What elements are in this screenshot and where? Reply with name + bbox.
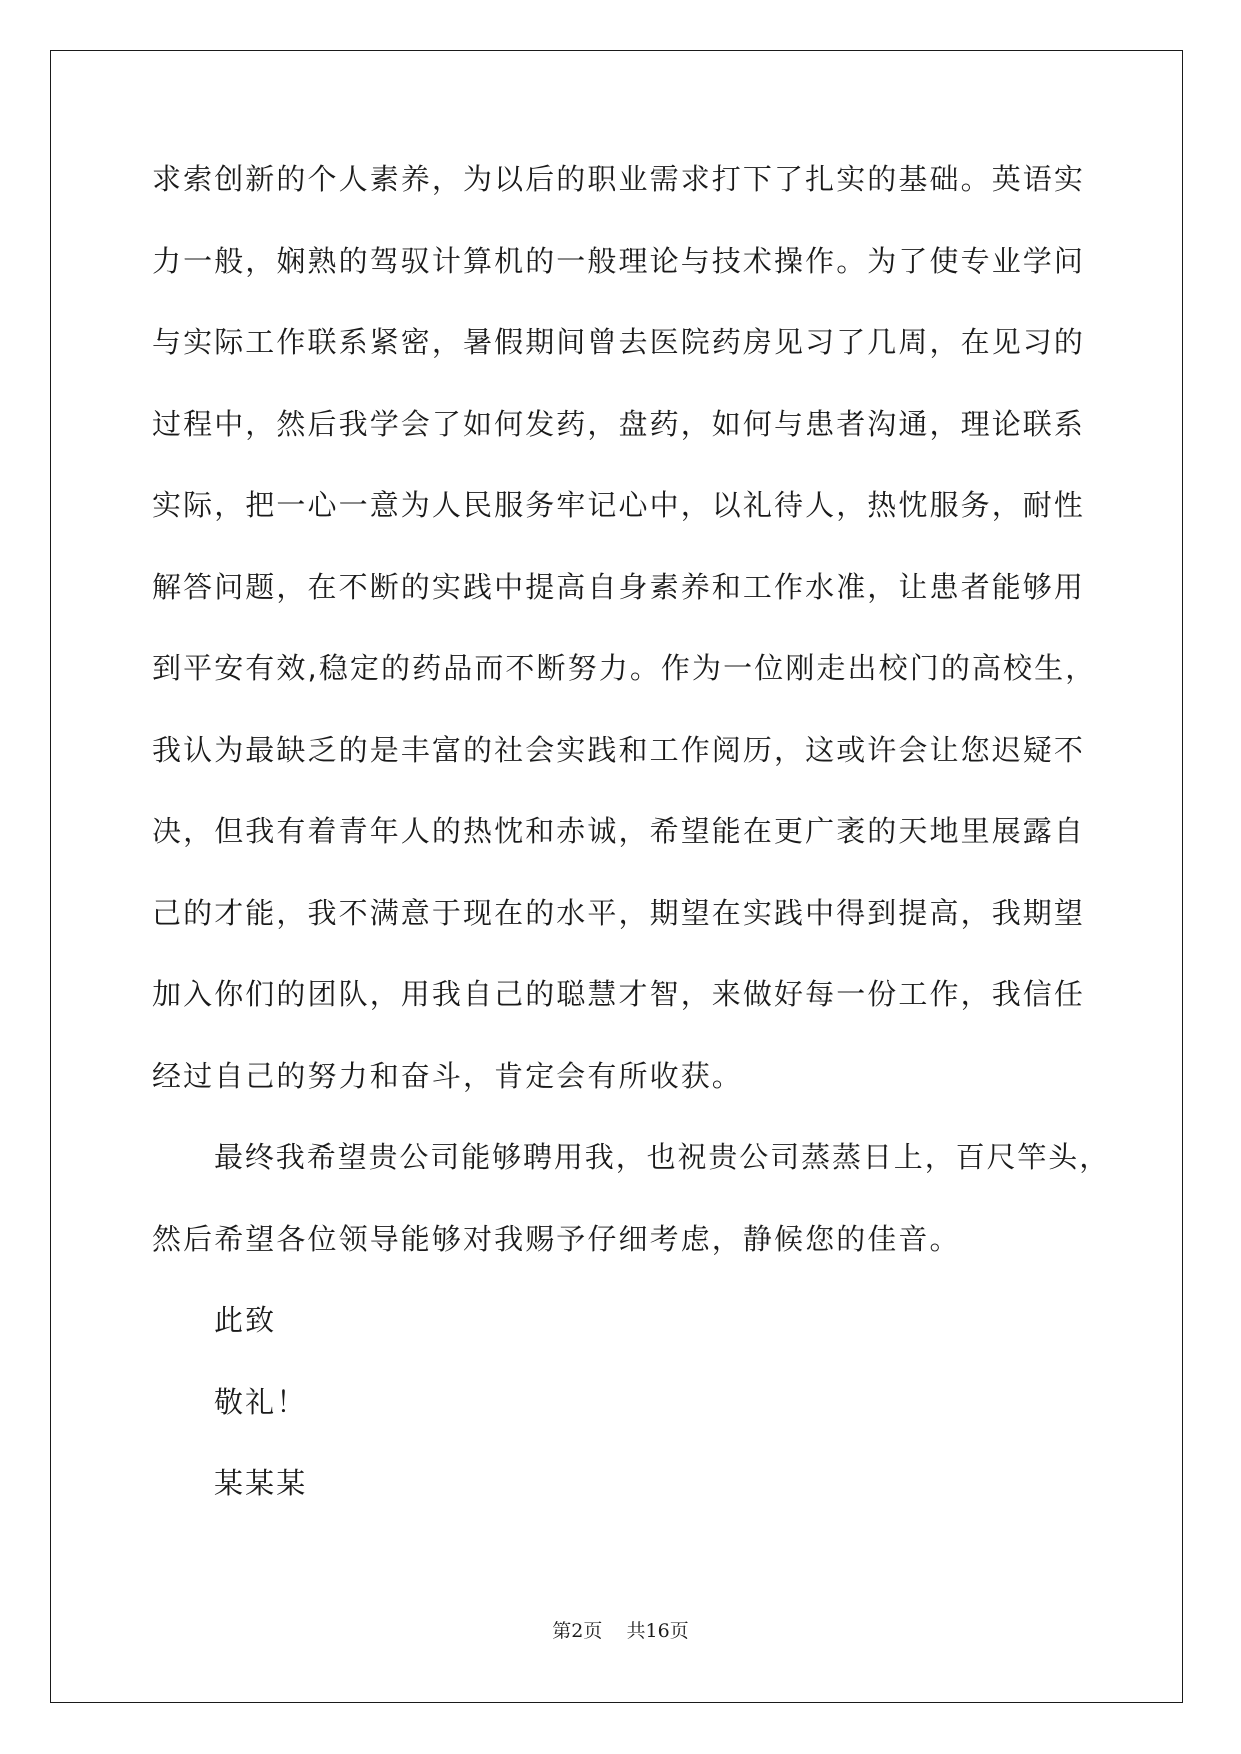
page-total: 共16页 — [626, 1620, 689, 1642]
closing-paragraph-line: 然后希望各位领导能够对我赐予仔细考虑，静候您的佳音。 — [152, 1221, 961, 1256]
signature-line: 某某某 — [214, 1466, 308, 1500]
salutation-line: 此致 — [214, 1303, 277, 1337]
body-line: 我认为最缺乏的是丰富的社会实践和工作阅历，这或许会让您迟疑不 — [152, 732, 1086, 767]
body-line: 力一般，娴熟的驾驭计算机的一般理论与技术操作。为了使专业学问 — [152, 243, 1086, 278]
body-line: 决，但我有着青年人的热忱和赤诚，希望能在更广袤的天地里展露自 — [152, 814, 1086, 848]
regards-line: 敬礼！ — [214, 1384, 308, 1419]
page-footer — [0, 1616, 1241, 1643]
body-line: 到平安有效,稳定的药品而不断努力。作为一位刚走出校门的高校生， — [152, 651, 1097, 685]
page-number: 第2页 — [552, 1620, 603, 1642]
body-line: 经过自己的努力和奋斗，肯定会有所收获。 — [152, 1058, 743, 1093]
body-line: 己的才能，我不满意于现在的水平，期望在实践中得到提高，我期望 — [152, 895, 1086, 930]
letter-body — [152, 162, 1112, 1551]
body-line: 解答问题，在不断的实践中提高自身素养和工作水准，让患者能够用 — [152, 569, 1086, 604]
footer-spacer — [602, 1620, 626, 1642]
closing-paragraph-line: 最终我希望贵公司能够聘用我，也祝贵公司蒸蒸日上，百尺竿头， — [214, 1140, 1111, 1174]
body-line: 与实际工作联系紧密，暑假期间曾去医院药房见习了几周，在见习的 — [152, 325, 1086, 359]
body-line: 加入你们的团队，用我自己的聪慧才智，来做好每一份工作，我信任 — [152, 977, 1086, 1011]
body-line: 实际，把一心一意为人民服务牢记心中，以礼待人，热忱服务，耐性 — [152, 488, 1086, 522]
body-line: 过程中，然后我学会了如何发药，盘药，如何与患者沟通，理论联系 — [152, 406, 1086, 441]
body-line: 求索创新的个人素养，为以后的职业需求打下了扎实的基础。英语实 — [152, 162, 1086, 196]
